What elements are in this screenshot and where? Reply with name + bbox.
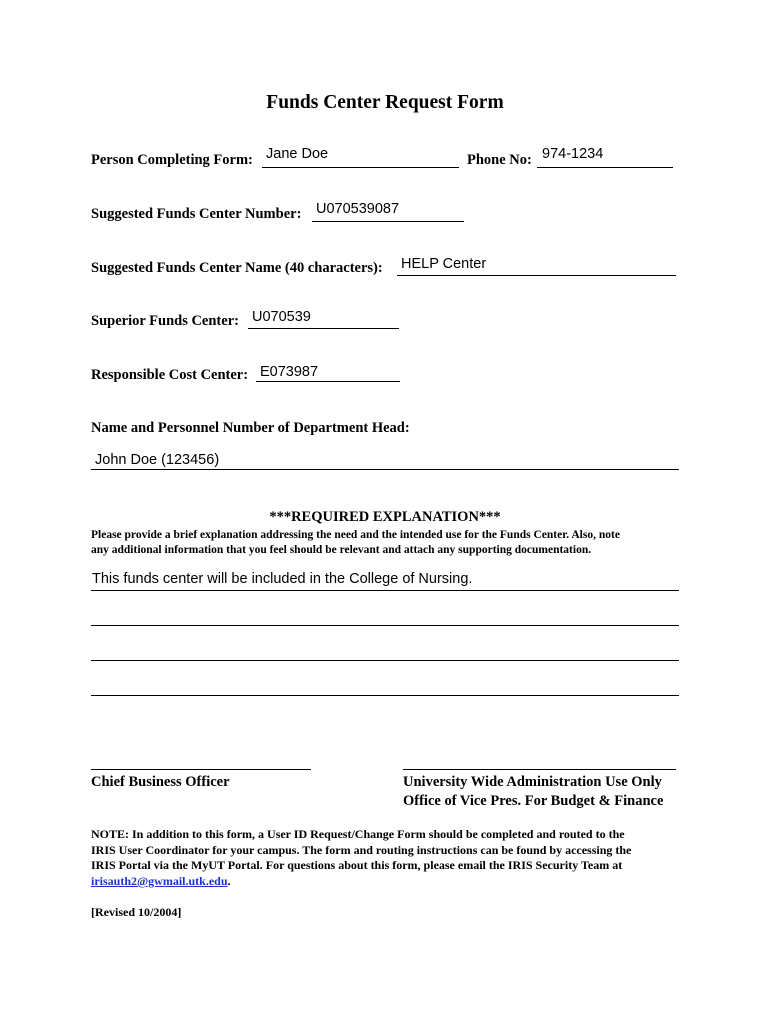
admin-use-label: University Wide Administration Use Only [403, 774, 662, 790]
required-explanation-heading: ***REQUIRED EXPLANATION*** [269, 509, 501, 525]
funds-name-label: Suggested Funds Center Name (40 characters): [91, 260, 383, 276]
funds-number-line [312, 221, 464, 222]
funds-number-field[interactable]: U070539087 [316, 201, 400, 217]
form-title: Funds Center Request Form [266, 92, 504, 113]
cost-center-field[interactable]: E073987 [260, 364, 319, 380]
superior-field[interactable]: U070539 [252, 309, 311, 325]
funds-number-label: Suggested Funds Center Number: [91, 206, 302, 222]
note-line-1: NOTE: In addition to this form, a User ID Request/Change Form should be completed and routed to the [91, 827, 625, 841]
note-line-3: IRIS Portal via the MyUT Portal. For questions about this form, please email the IRIS Security Team at [91, 858, 623, 872]
explanation-instructions-2: any additional information that you feel should be relevant and attach any supporting documentation. [91, 544, 592, 556]
person-field[interactable]: Jane Doe [266, 146, 329, 162]
note-line-4 [91, 874, 231, 890]
funds-name-field[interactable]: HELP Center [401, 256, 487, 272]
cbo-signature-label: Chief Business Officer [91, 774, 230, 790]
dept-head-field[interactable]: John Doe (123456) [95, 452, 220, 468]
note-period: . [227, 874, 231, 888]
person-label: Person Completing Form: [91, 152, 253, 168]
dept-head-line [91, 469, 679, 470]
explanation-line-2[interactable] [91, 625, 679, 626]
superior-line [248, 328, 399, 329]
security-team-email-link[interactable]: irisauth2@gwmail.utk.edu [91, 874, 228, 888]
funds-name-line [397, 275, 676, 276]
explanation-line-1 [91, 590, 679, 591]
explanation-instructions-1: Please provide a brief explanation addressing the need and the intended use for the Funds Center. Also, note [91, 529, 620, 541]
phone-field-line [537, 167, 673, 168]
explanation-line-3[interactable] [91, 660, 679, 661]
note-line-2: IRIS User Coordinator for your campus. The form and routing instructions can be found by accessing the [91, 843, 632, 857]
admin-signature-line[interactable] [403, 769, 676, 770]
cost-center-line [256, 381, 400, 382]
explanation-field[interactable]: This funds center will be included in the College of Nursing. [92, 571, 473, 587]
superior-label: Superior Funds Center: [91, 313, 239, 329]
phone-field[interactable]: 974-1234 [542, 146, 604, 162]
phone-label: Phone No: [467, 152, 532, 168]
explanation-line-4[interactable] [91, 695, 679, 696]
person-field-line [262, 167, 459, 168]
dept-head-label: Name and Personnel Number of Department Head: [91, 420, 410, 436]
cbo-signature-line[interactable] [91, 769, 311, 770]
vice-pres-office-label: Office of Vice Pres. For Budget & Finance [403, 793, 664, 809]
cost-center-label: Responsible Cost Center: [91, 367, 249, 383]
revised-date: [Revised 10/2004] [91, 905, 182, 919]
